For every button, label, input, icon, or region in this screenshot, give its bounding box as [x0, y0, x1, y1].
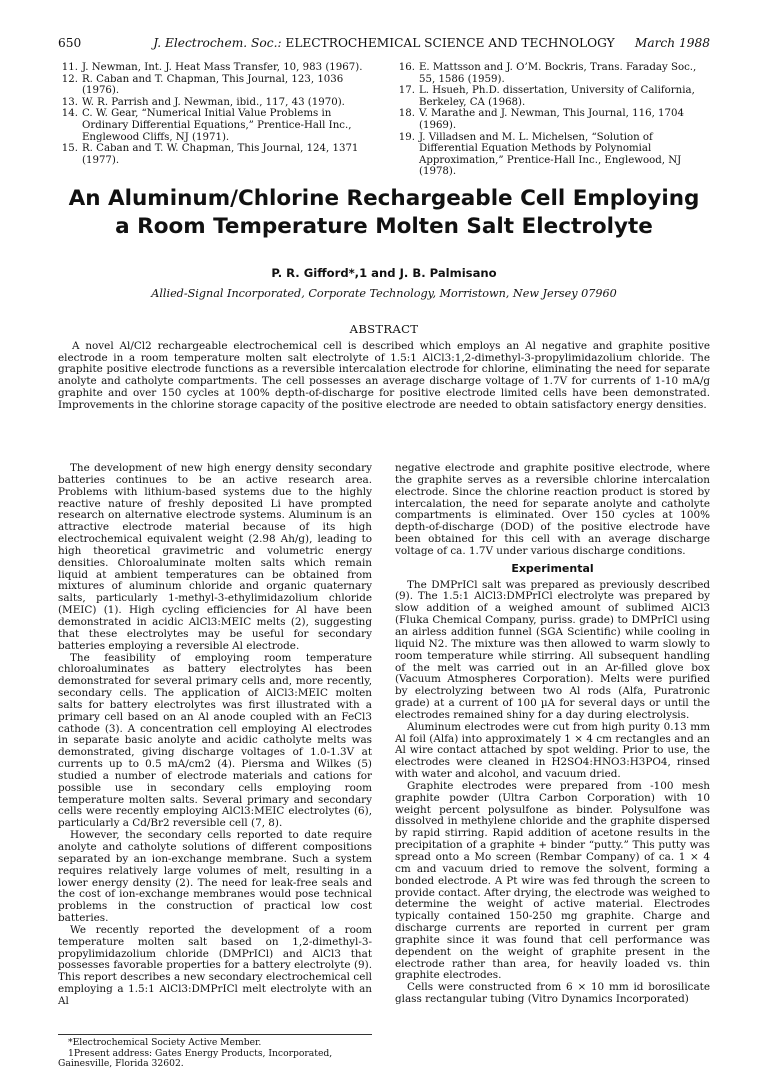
reference-item: 15. R. Caban and T. W. Chapman, This Journal, 124, 1371 (1977).	[61, 143, 359, 166]
journal-abbrev: J. Electrochem. Soc.:	[153, 36, 282, 50]
abstract-text: A novel Al/Cl2 rechargeable electrochemical cell is described which employs an Al negative and graphite positive electrode in a room temperature molten salt electrolyte of 1.5:1 AlCl3:1,2-dimethyl-3-propylimidazolium chloride. The graphite positive electrode functions as a reversible intercalation electrode for chlorine, eliminating the need for separate anolyte and catholyte compartments. The cell possesses an average discharge voltage of 1.7V for currents of 1-10 mA/g graphite and over 150 cycles at 100% depth-of-discharge for positive electrode limited cells have been demonstrated. Improvements in the chlorine storage capacity of the positive electrode are needed to obtain satisfactory energy densities.	[58, 340, 710, 411]
body-paragraph: The feasibility of employing room temperature chloroaluminates as battery electrolytes has been demonstrated for several primary cells and, more recently, secondary cells. The application of AlCl3:MEIC molten salts for battery electrolytes was first illustrated with a primary cell based on an Al anode coupled with an FeCl3 cathode (3). A concentration cell employing Al electrodes in separate basic anolyte and acidic catholyte melts was demonstrated, giving discharge voltages of 1.0-1.3V at currents up to 0.5 mA/cm2 (4). Piersma and Wilkes (5) studied a number of electrode materials and cations for possible use in secondary cells employing room temperature molten salts. Several primary and secondary cells were recently employing AlCl3:MEIC electrolytes (6), particularly a Cd/Br2 reversible cell (7, 8).	[58, 651, 372, 830]
body-left-column	[58, 463, 372, 1008]
body-paragraph: However, the secondary cells reported to date require anolyte and catholyte solutions of different compositions separated by an ion-exchange membrane. Such a system requires relatively large volumes of melt, resulting in a lower energy density (2). The need for leak-free seals and the cost of ion-exchange membranes would pose technical problems in the construction of practical low cost batteries.	[58, 829, 372, 925]
body-paragraph: Graphite electrodes were prepared from -100 mesh graphite powder (Ultra Carbon Corporation) with 10 weight percent polysulfone as binder. Polysulfone was dissolved in methylene chloride and the graphite dispersed by rapid stirring. Rapid addition of acetone results in the precipitation of a graphite + binder “putty.” This putty was spread onto a Mo screen (Rembar Company) of ca. 1 × 4 cm and vacuum dried to remove the solvent, forming a bonded electrode. A Pt wire was fed through the screen to provide contact. After drying, the electrode was weighed to determine the weight of active material. Electrodes typically contained 150-250 mg graphite. Charge and discharge currents are reported in current per gram graphite since it was found that cell performance was dependent on the weight of graphite present in the electrode rather than area, for heavily loaded vs. thin graphite electrodes.	[395, 779, 710, 982]
footnotes	[58, 1034, 372, 1070]
reference-item: 12. R. Caban and T. Chapman, This Journal, 123, 1036 (1976).	[61, 73, 344, 97]
references-left-column	[58, 62, 372, 166]
article-authors: P. R. Gifford*,1 and J. B. Palmisano	[271, 266, 497, 280]
body-paragraph: The DMPrICl salt was prepared as previously described (9). The 1.5:1 AlCl3:DMPrICl electrolyte was prepared by slow addition of a weighed amount of sublimed AlCl3 (Fluka Chemical Company, puriss. grade) to DMPrICl using an airless addition funnel (SGA Scientific) while cooling in liquid N2. The mixture was then allowed to warm slowly to room temperature while stirring. All subsequent handling of the melt was carried out in an Ar-filled glove box (Vacuum Atmospheres Corporation). Melts were purified by electrolyzing between two Al rods (Alfa, Puratronic grade) at a current of 100 µA for several days or until the electrodes remained shiny for a day during electrolysis.	[395, 578, 710, 721]
page-number: 650	[58, 36, 82, 50]
body-right-column	[395, 463, 710, 1006]
reference-item: 13. W. R. Parrish and J. Newman, ibid., 117, 43 (1970).	[61, 96, 345, 108]
reference-item: 14. C. W. Gear, “Numerical Initial Value Problems in Ordinary Differential Equations,” Prentice-Hall Inc., Englewood Cliffs, NJ (1971).	[61, 108, 352, 143]
reference-item: 18. V. Marathe and J. Newman, This Journal, 116, 1704 (1969).	[398, 108, 684, 131]
reference-item: 17. L. Hsueh, Ph.D. dissertation, University of California, Berkeley, CA (1968).	[398, 85, 695, 108]
body-paragraph: Cells were constructed from 6 × 10 mm id borosilicate glass rectangular tubing (Vitro Dynamics Incorporated)	[395, 981, 710, 1006]
body-paragraph: Aluminum electrodes were cut from high purity 0.13 mm Al foil (Alfa) into approximately 1 × 4 cm rectangles and an Al wire contact attached by spot welding. Prior to use, the electrodes were cleaned in H2SO4:HNO3:H3PO4, rinsed with water and alcohol, and vacuum dried.	[395, 720, 710, 781]
running-header	[58, 36, 710, 54]
references-right-column	[395, 62, 710, 178]
reference-item: 11. J. Newman, Int. J. Heat Mass Transfer, 10, 983 (1967).	[61, 62, 363, 73]
reference-item: 19. J. Villadsen and M. L. Michelsen, “Solution of Differential Equation Methods by Polynomial Approximation,” Prentice-Hall Inc., Englewood, NJ (1978).	[398, 131, 682, 178]
article-title: An Aluminum/Chlorine Rechargeable Cell Employing a Room Temperature Molten Salt Electrolyte	[68, 186, 700, 239]
body-paragraph: The development of new high energy density secondary batteries continues to be an active research area. Problems with lithium-based systems due to the highly reactive nature of freshly deposited Li have prompted research on alternative electrode systems. Aluminum is an attractive electrode material because of its high electrochemical equivalent weight (2.98 Ah/g), leading to high theoretical gravimetric and volumetric energy densities. Chloroaluminate molten salts which remain liquid at ambient temperatures can be obtained from mixtures of aluminum chloride and organic quaternary salts, particularly 1-methyl-3-ethylimidazolium chloride (MEIC) (1). High cycling efficiencies for Al have been demonstrated in acidic AlCl3:MEIC melts (2), suggesting that these electrolytes may be useful for secondary batteries employing a reversible Al electrode.	[58, 462, 372, 652]
article-affiliation: Allied-Signal Incorporated, Corporate Technology, Morristown, New Jersey 07960	[151, 287, 617, 300]
reference-item: 16. E. Mattsson and J. O’M. Bockris, Trans. Faraday Soc., 55, 1586 (1959).	[398, 62, 697, 85]
abstract-heading: ABSTRACT	[349, 322, 419, 336]
footnote: 1Present address: Gates Energy Products, Incorporated, Gainesville, Florida 32602.	[58, 1047, 333, 1070]
body-paragraph: negative electrode and graphite positive electrode, where the graphite serves as a reversible chlorine intercalation electrode. Since the chlorine reaction product is stored by intercalation, the need for separate anolyte and catholyte compartments is eliminated. Over 150 cycles at 100% depth-of-discharge (DOD) of the positive electrode have been obtained for this cell with an average discharge voltage of ca. 1.7V under various discharge conditions.	[395, 462, 710, 557]
section-heading-experimental: Experimental	[511, 561, 594, 575]
journal-section: ELECTROCHEMICAL SCIENCE AND TECHNOLOGY	[285, 36, 615, 50]
journal-title	[58, 36, 710, 50]
issue-date: March 1988	[634, 36, 710, 50]
body-paragraph: We recently reported the development of a room temperature molten salt based on 1,2-dimethyl-3-propylimidazolium chloride (DMPrICl) and AlCl3 that possesses favorable properties for a battery electrolyte (9). This report describes a new secondary electrochemical cell employing a 1.5:1 AlCl3:DMPrICl melt electrolyte with an Al	[58, 923, 372, 1007]
footnote: *Electrochemical Society Active Member.	[68, 1037, 262, 1048]
